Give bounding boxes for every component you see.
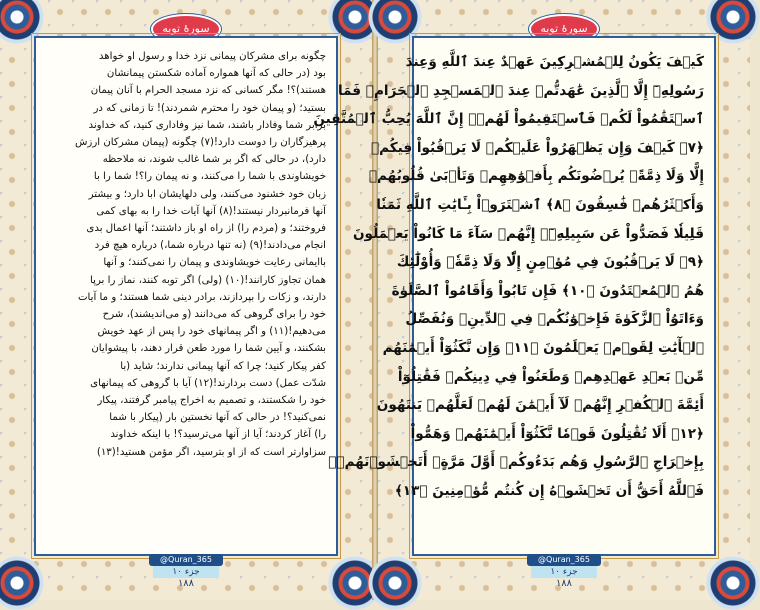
text-line: پرهیزگاران را دوست دارد!(۷) چگونه (پیمان مشرکان ارزش (74, 137, 326, 149)
text-line: زبان خود خشنود می‌کنند، ولی دلهایشان ابا دارد؛ و بیشتر (88, 188, 326, 200)
verse-line: ﴿٩﴾ لَا يَرۡقُبُونَ فِي مُؤۡمِنٍ إِلّٗا وَلَا ذِمَّةٗۚ وَأُوْلَٰٓئِكَ (396, 254, 704, 271)
juz-label: جزء ۱۰ (153, 566, 219, 578)
text-line: نمی‌کنید؟! در حالی که آنها نخستین بار (پیکار با شما (109, 412, 326, 424)
verse-line: ﴿١٢﴾ أَلَا تُقَٰتِلُونَ قَوۡمٗا نَّكَثُوٓاْ أَيۡمَٰنَهُمۡ وَهَمُّواْ (410, 425, 704, 442)
text-line: بود (در حالی که آنها همواره آماده شکستن پیمانشان (106, 68, 326, 80)
text-line: کفر پیکار کنید؛ چرا که آنها پیمانی ندارند؛ شاید (با (120, 360, 326, 372)
text-line: بشکنند، و آیین شما را مورد طعن قرار دهند، با پیشوایان (91, 343, 326, 355)
page-footer (519, 554, 609, 590)
surah-name-badge: سورهٔ توبه (529, 14, 599, 44)
verse-line: ﴿٧﴾ كَيۡفَ وَإِن يَظۡهَرُواْ عَلَيۡكُمۡ لَا يَرۡقُبُواْ فِيكُمۡ (370, 139, 704, 156)
translation-text (46, 48, 326, 544)
arabic-text (313, 48, 704, 544)
text-line: باایمانی رعایت خویشاوندی و پیمان را نمی‌کنند؛ و آنها (103, 257, 326, 269)
verse-line: وَءَاتَوُاْ ٱلزَّكَوٰةَ فَإِخۡوَٰنُكُمۡ فِي ٱلدِّينِۗ وَنُفَصِّلُ (405, 311, 704, 328)
text-line: آنها فرمانبردار نیستند!(۸) آنها آیات خدا را به بهای کمی (96, 205, 326, 217)
text-line: فروختند؛ و (مردم را) از راه او باز داشتند؛ آنها اعمال بدی (86, 223, 326, 235)
juz-label: جزء ۱۰ (531, 566, 597, 578)
verse-line: ٱسۡتَقَٰمُواْ لَكُمۡ فَٱسۡتَقِيمُواْ لَهُمۡۚ إِنَّ ٱللَّهَ يُحِبُّ ٱلۡمُتَّقِينَ (313, 111, 704, 128)
translation-frame (34, 36, 338, 556)
verse-line: وَأَكۡثَرُهُمۡ فَٰسِقُونَ ﴿٨﴾ ٱشۡتَرَوۡاْ بِـَٔايَٰتِ ٱللَّهِ ثَمَنٗا (376, 196, 704, 213)
verse-line: كَيۡفَ يَكُونُ لِلۡمُشۡرِكِينَ عَهۡدٌ عِندَ ٱللَّهِ وَعِندَ (405, 54, 704, 70)
text-line: خویشاوندی با شما را می‌کنند، و نه پیمان را؟! شما را با (93, 171, 326, 183)
verse-line: أَئِمَّةَ ٱلۡكُفۡرِ إِنَّهُمۡ لَآ أَيۡمَٰنَ لَهُمۡ لَعَلَّهُمۡ يَنتَهُونَ (376, 397, 704, 414)
text-line: برابر شما وفادار باشند، شما نیز وفاداری کنید، که خداوند (88, 119, 326, 131)
text-line: همان تجاوز کارانند!(۱۰) (ولی) اگر توبه کنند، نماز را برپا (90, 274, 326, 286)
page-number: ۱۸۸ (177, 578, 195, 589)
text-line: دارد)، در حالی که اگر بر شما غالب شوند، نه ملاحظه (102, 154, 326, 166)
verse-line: فَٱللَّهُ أَحَقُّ أَن تَخۡشَوۡهُ إِن كُنتُم مُّؤۡمِنِينَ ﴿١٣﴾ (394, 482, 704, 499)
text-line: دارند، و زکات را بپردازند، برادر دینی شما هستند؛ و ما آیات (77, 291, 326, 303)
verse-line: إِلًّا وَلَا ذِمَّةًۚ يُرۡضُونَكُم بِأَفۡوَٰهِهِمۡ وَتَأۡبَىٰ قُلُوبُهُمۡ (368, 168, 704, 185)
text-line: می‌دهیم!(۱۱) و اگر پیمانهای خود را پس از عهد خویش (97, 326, 326, 338)
verse-line: قَلِيلٗا فَصَدُّواْ عَن سَبِيلِهِۦٓۚ إِنَّهُمۡ سَآءَ مَا كَانُواْ يَعۡمَلُونَ (352, 225, 704, 242)
text-line: را) آغاز کردند؛ آیا از آنها می‌ترسید؟! با اینکه خداوند (110, 429, 326, 441)
text-line: بستید؛ (و پیمان خود را محترم شمردند)! تا زمانی که در (93, 102, 326, 114)
verse-line: ٱلۡأٓيَٰتِ لِقَوۡمٖ يَعۡلَمُونَ ﴿١١﴾ وَإِن نَّكَثُوٓاْ أَيۡمَٰنَهُم (382, 339, 704, 356)
brand-label: @Quran_365 (149, 554, 223, 566)
text-line: شدّت عمل) دست بردارند!(۱۲) آیا با گروهی که پیمانهای (90, 377, 326, 389)
text-line: خود را شکستند، و تصمیم به اخراج پیامبر گرفتند، پیکار (97, 395, 326, 407)
verse-line: هُمُ ٱلۡمُعۡتَدُونَ ﴿١٠﴾ فَإِن تَابُواْ وَأَقَامُواْ ٱلصَّلَوٰةَ (391, 282, 704, 299)
verse-line: رَسُولِهِۦٓ إِلَّا ٱلَّذِينَ عَٰهَدتُّمۡ عِندَ ٱلۡمَسۡجِدِ ٱلۡحَرَامِۖ فَمَا (337, 82, 704, 99)
arabic-page (313, 0, 750, 600)
text-line: خود را برای گروهی که می‌دانند (و می‌اندیشند)، شرح (102, 309, 326, 321)
page-number: ۱۸۸ (555, 578, 573, 589)
brand-label: @Quran_365 (527, 554, 601, 566)
verse-line: بِإِخۡرَاجِ ٱلرَّسُولِ وَهُم بَدَءُوكُمۡ أَوَّلَ مَرَّةٍۚ أَتَخۡشَوۡنَهُمۡۚ (328, 454, 704, 471)
page-footer (141, 554, 231, 590)
corner-ornament-icon (706, 556, 760, 610)
corner-ornament-icon (0, 556, 44, 610)
arabic-frame (313, 36, 716, 556)
verse-line: مِّنۢ بَعۡدِ عَهۡدِهِمۡ وَطَعَنُواْ فِي دِينِكُمۡ فَقَٰتِلُوٓاْ (397, 368, 704, 385)
text-line: انجام می‌دادند!(۹) (نه تنها درباره شما،) درباره هیچ فرد (94, 240, 326, 252)
corner-ornament-icon (368, 556, 422, 610)
text-line: هستند)؟! مگر کسانی که نزد مسجد الحرام با آنان پیمان (90, 85, 326, 97)
text-line: سزاوارتر است که از او بترسید، اگر مؤمن هستید!(۱۳) (96, 446, 326, 458)
surah-name-badge: سورهٔ توبه (151, 14, 221, 44)
translation-page (0, 0, 372, 600)
text-line: چگونه برای مشرکان پیمانی نزد خدا و رسول او خواهد (98, 51, 326, 62)
